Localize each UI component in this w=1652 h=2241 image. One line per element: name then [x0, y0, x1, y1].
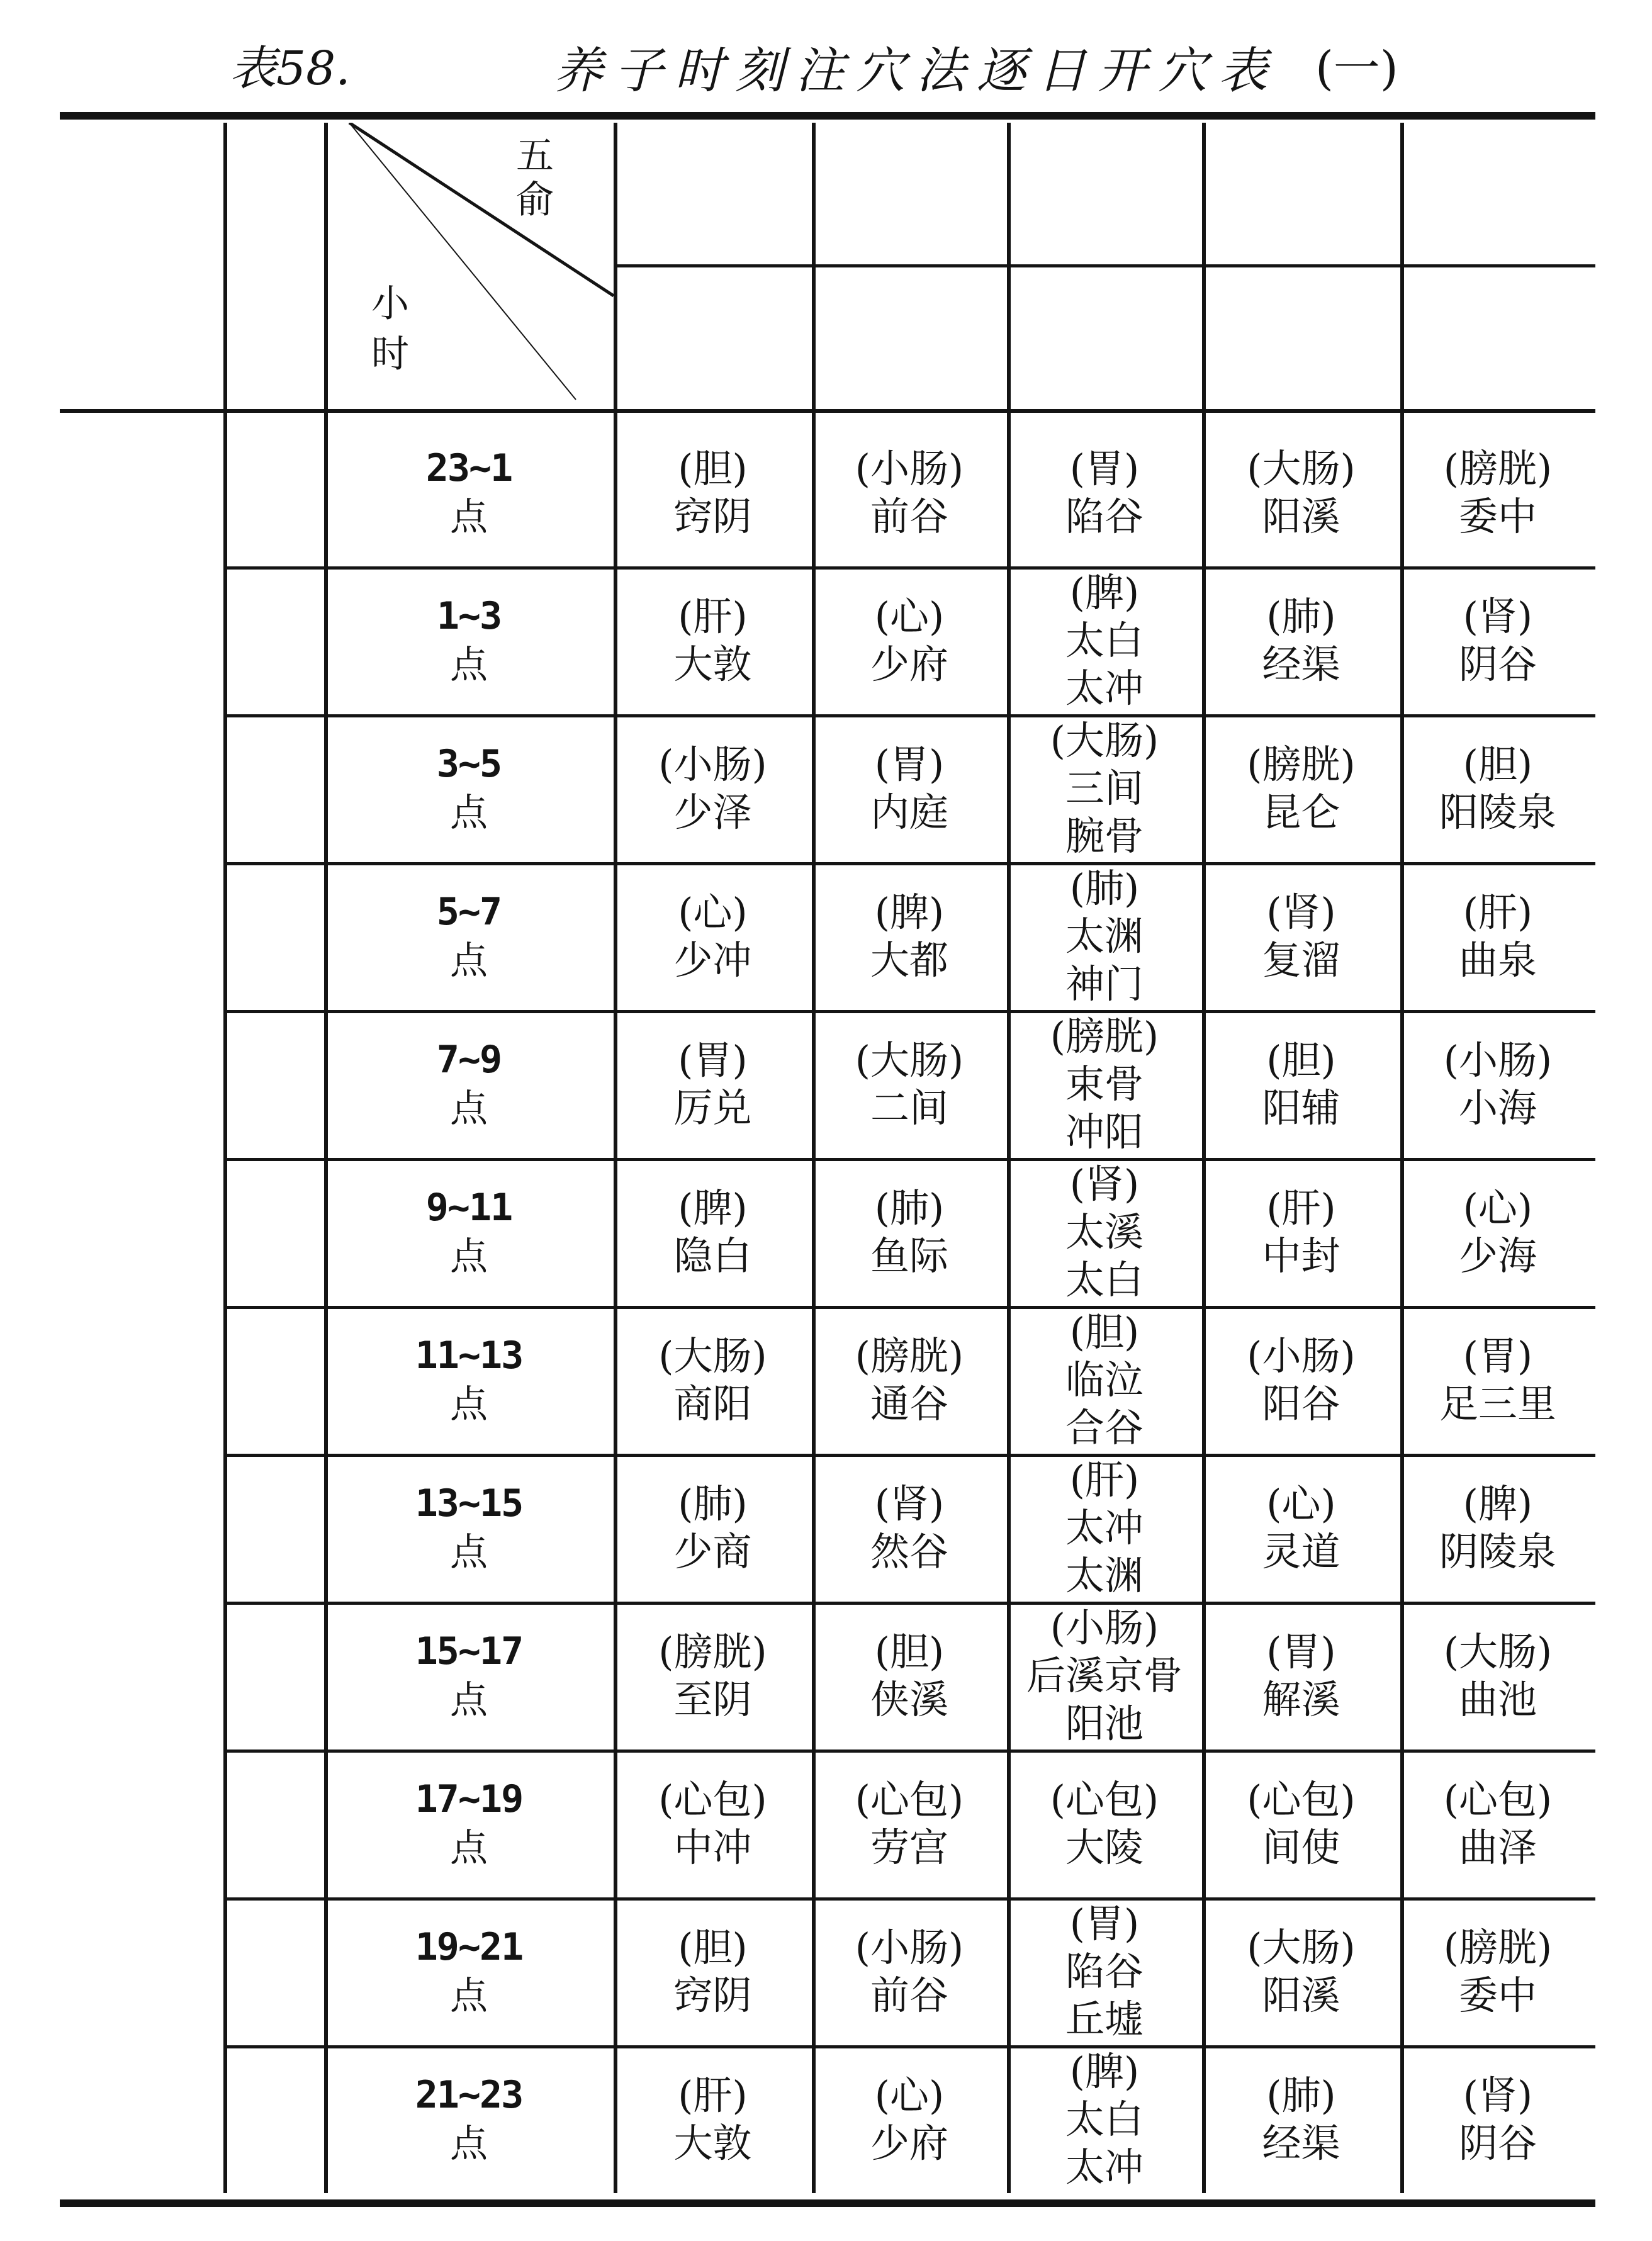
acupoint-cell [1400, 2045, 1595, 2193]
acupoint-cell [614, 418, 812, 566]
acupoint-name: 阴陵泉 [1439, 1528, 1556, 1575]
acupoint-name: 太白 [1065, 1256, 1143, 1303]
hour-unit: 点 [450, 1382, 488, 1427]
acupoint-cell [614, 1454, 812, 1602]
day-header [60, 123, 223, 409]
hour-range: 15~17 [415, 1629, 523, 1673]
meridian-label: (肝) [1069, 1456, 1140, 1503]
hour-range: 11~13 [415, 1333, 523, 1378]
hour-range: 1~3 [436, 593, 502, 638]
minute-range [1400, 264, 1595, 409]
shu-point-header [1400, 123, 1595, 264]
acupoint-name: 太渊 [1065, 1552, 1143, 1598]
acupoint-cell [1202, 566, 1400, 714]
acupoint-cell [1202, 2045, 1400, 2193]
shu-point-header [1202, 123, 1400, 264]
acupoint-name: 劳宫 [870, 1824, 948, 1870]
acupoint-name: 少府 [870, 641, 948, 687]
hour-range: 13~15 [415, 1481, 523, 1525]
meridian-label: (肾) [1069, 1160, 1140, 1207]
meridian-label: (大肠) [1443, 1628, 1553, 1675]
acupoint-name: 灵道 [1262, 1528, 1340, 1575]
acupoint-name: 鱼际 [870, 1232, 948, 1279]
acupoint-cell [1007, 1750, 1202, 1897]
acupoint-name: 阳溪 [1262, 1972, 1340, 2018]
acupoint-cell [812, 1454, 1007, 1602]
meridian-label: (脾) [678, 1184, 748, 1231]
acupoint-cell [812, 1158, 1007, 1306]
hour-range: 5~7 [436, 889, 502, 934]
hour-unit: 点 [450, 1234, 488, 1279]
meridian-label: (脾) [874, 889, 945, 935]
acupoint-name: 阳辅 [1262, 1084, 1340, 1131]
hour-range-cell [324, 2045, 614, 2193]
acupoint-name: 小海 [1458, 1084, 1537, 1131]
meridian-label: (心) [678, 889, 748, 935]
acupoint-cell [1202, 714, 1400, 862]
acupoint-name: 合谷 [1065, 1404, 1143, 1451]
minute-range [812, 264, 1007, 409]
acupoint-cell [614, 2045, 812, 2193]
hour-unit: 点 [450, 643, 488, 687]
meridian-label: (肾) [1266, 889, 1336, 935]
acupoint-name: 曲池 [1458, 1676, 1537, 1722]
acupoint-name: 束骨 [1065, 1060, 1143, 1107]
header-bottom-rule [60, 409, 1595, 413]
acupoint-name: 阳池 [1065, 1700, 1143, 1746]
meridian-label: (膀胱) [658, 1628, 767, 1675]
acupoint-cell [1400, 1010, 1595, 1158]
meridian-label: (小肠) [855, 1924, 964, 1970]
acupoint-name: 少府 [870, 2120, 948, 2166]
meridian-label: (肾) [1463, 593, 1533, 639]
acupoint-name: 临泣 [1065, 1356, 1143, 1403]
meridian-label: (心) [874, 2072, 945, 2118]
hour-range-cell [324, 1010, 614, 1158]
meridian-label: (心包) [1443, 1776, 1553, 1823]
acupoint-cell [1007, 1602, 1202, 1750]
acupoint-name: 委中 [1458, 493, 1537, 539]
acupoint-name: 二间 [870, 1084, 948, 1131]
acupoint-name: 太白 [1065, 617, 1143, 663]
acupoint-cell [614, 862, 812, 1010]
table-title [0, 25, 1652, 99]
meridian-label: (膀胱) [1443, 445, 1553, 491]
acupoint-cell [614, 1158, 812, 1306]
meridian-label: (心) [1463, 1184, 1533, 1231]
shu-point-header [614, 123, 812, 264]
acupoint-name: 腕骨 [1065, 812, 1143, 859]
hour-range-cell [324, 418, 614, 566]
acupoint-cell [1202, 418, 1400, 566]
meridian-label: (胆) [874, 1628, 945, 1675]
meridian-label: (胆) [678, 1924, 748, 1970]
meridian-label: (胆) [1266, 1036, 1336, 1083]
acupoint-name: 窍阴 [673, 493, 752, 539]
hour-range: 7~9 [436, 1037, 502, 1082]
acupoint-name: 至阴 [673, 1676, 752, 1722]
meridian-label: (肾) [874, 1480, 945, 1527]
acupoint-name: 前谷 [870, 493, 948, 539]
meridian-label: (小肠) [658, 741, 767, 787]
diag-label-shu: 俞 [516, 178, 554, 222]
ganzhi-cell [223, 1602, 324, 1750]
meridian-label: (脾) [1463, 1480, 1533, 1527]
meridian-label: (胃) [1266, 1628, 1336, 1675]
meridian-label: (心包) [1247, 1776, 1356, 1823]
acupoint-name: 阴谷 [1458, 2120, 1537, 2166]
meridian-label: (肾) [1463, 2072, 1533, 2118]
meridian-label: (肺) [678, 1480, 748, 1527]
acupoint-cell [614, 1897, 812, 2045]
hour-range-cell [324, 714, 614, 862]
acupoint-name: 隐白 [673, 1232, 752, 1279]
meridian-label: (膀胱) [1443, 1924, 1553, 1970]
acupoint-cell [1202, 862, 1400, 1010]
hour-range-cell [324, 1454, 614, 1602]
meridian-label: (脾) [1069, 2048, 1140, 2094]
acupoint-cell [812, 1897, 1007, 2045]
hour-unit: 点 [450, 1678, 488, 1722]
acupoint-name: 三间 [1065, 765, 1143, 811]
shu-point-header [1007, 123, 1202, 264]
acupoint-name: 复溜 [1262, 936, 1340, 983]
acupoint-name: 冲阳 [1065, 1108, 1143, 1155]
acupoint-cell [1007, 566, 1202, 714]
acupoint-name: 前谷 [870, 1972, 948, 2018]
ganzhi-cell [223, 1750, 324, 1897]
acupoint-cell [812, 862, 1007, 1010]
hour-range: 21~23 [415, 2072, 523, 2117]
acupoint-name: 窍阴 [673, 1972, 752, 2018]
acupoint-name: 少冲 [673, 936, 752, 983]
meridian-label: (胃) [1069, 445, 1140, 491]
meridian-label: (肝) [1463, 889, 1533, 935]
meridian-label: (胃) [678, 1036, 748, 1083]
meridian-label: (肺) [874, 1184, 945, 1231]
acupoint-cell [1007, 1306, 1202, 1454]
acupoint-cell [1400, 862, 1595, 1010]
acupoint-name: 太冲 [1065, 1504, 1143, 1551]
hour-unit: 点 [450, 938, 488, 983]
acupoint-name: 阴谷 [1458, 641, 1537, 687]
meridian-label: (心包) [1050, 1776, 1159, 1823]
acupoint-name: 昆仑 [1262, 789, 1340, 835]
meridian-label: (肺) [1069, 865, 1140, 911]
acupoint-name: 后溪京骨 [1026, 1652, 1183, 1699]
acupoint-name: 太渊 [1065, 913, 1143, 959]
acupoint-name: 大敦 [673, 2120, 752, 2166]
meridian-label: (小肠) [1443, 1036, 1553, 1083]
acupoint-name: 侠溪 [870, 1676, 948, 1722]
meridian-label: (心包) [658, 1776, 767, 1823]
meridian-label: (膀胱) [855, 1332, 964, 1379]
acupoint-cell [1400, 1306, 1595, 1454]
acupoint-name: 经渠 [1262, 2120, 1340, 2166]
acupoint-cell [614, 1750, 812, 1897]
meridian-label: (胆) [1463, 741, 1533, 787]
acupoint-cell [1202, 1306, 1400, 1454]
ganzhi-cell [223, 1158, 324, 1306]
acupoint-cell [1007, 418, 1202, 566]
acupoint-cell [1007, 2045, 1202, 2193]
acupoint-name: 少商 [673, 1528, 752, 1575]
meridian-label: (胆) [678, 445, 748, 491]
ganzhi-cell [223, 862, 324, 1010]
acupoint-name: 太冲 [1065, 665, 1143, 711]
ganzhi-cell [223, 1897, 324, 2045]
hour-unit: 点 [450, 495, 488, 539]
ganzhi-cell [223, 1454, 324, 1602]
acupoint-name: 陷谷 [1065, 1948, 1143, 1994]
meridian-label: (心) [1266, 1480, 1336, 1527]
acupoint-cell [614, 1602, 812, 1750]
acupoint-name: 丘墟 [1065, 1996, 1143, 2042]
acupoint-cell [812, 566, 1007, 714]
acupoint-name: 太冲 [1065, 2143, 1143, 2190]
acupoint-name: 少泽 [673, 789, 752, 835]
acupoint-name: 内庭 [870, 789, 948, 835]
ganzhi-cell [223, 714, 324, 862]
acupoint-cell [1400, 1454, 1595, 1602]
shichen-header [223, 123, 324, 409]
meridian-label: (膀胱) [1247, 741, 1356, 787]
ganzhi-cell [223, 566, 324, 714]
meridian-label: (肺) [1266, 2072, 1336, 2118]
acupoint-name: 中冲 [673, 1824, 752, 1870]
acupoint-cell [1400, 1897, 1595, 2045]
hour-range: 3~5 [436, 741, 502, 786]
acupoint-name: 神门 [1065, 960, 1143, 1007]
diagonal-header-lines [324, 123, 614, 409]
meridian-label: (大肠) [1247, 445, 1356, 491]
acupoint-cell [1007, 1454, 1202, 1602]
acupoint-cell [1007, 714, 1202, 862]
hour-range-cell [324, 1750, 614, 1897]
acupoint-cell [614, 566, 812, 714]
acupoint-name: 太溪 [1065, 1208, 1143, 1255]
meridian-label: (大肠) [1247, 1924, 1356, 1970]
acupoint-cell [1202, 1454, 1400, 1602]
hour-range-cell [324, 566, 614, 714]
acupoint-cell [1007, 1897, 1202, 2045]
acupoint-name: 厉兑 [673, 1084, 752, 1131]
ganzhi-cell [223, 418, 324, 566]
minute-range [1007, 264, 1202, 409]
acupoint-cell [1400, 566, 1595, 714]
meridian-label: (肺) [1266, 593, 1336, 639]
meridian-label: (小肠) [1050, 1604, 1159, 1651]
hour-range: 17~19 [415, 1777, 523, 1821]
meridian-label: (心包) [855, 1776, 964, 1823]
acupoint-cell [1202, 1602, 1400, 1750]
bottom-rule [60, 2199, 1595, 2207]
hour-unit: 点 [450, 1826, 488, 1870]
acupoint-name: 太白 [1065, 2096, 1143, 2142]
acupoint-name: 曲泉 [1458, 936, 1537, 983]
acupoint-cell [1400, 1602, 1595, 1750]
meridian-label: (肝) [678, 2072, 748, 2118]
acupoint-cell [812, 2045, 1007, 2193]
hour-unit: 点 [450, 1974, 488, 2018]
meridian-label: (脾) [1069, 569, 1140, 615]
acupoint-cell [614, 714, 812, 862]
hour-range-cell [324, 1897, 614, 2045]
acupoint-cell [1202, 1897, 1400, 2045]
meridian-label: (胃) [1463, 1332, 1533, 1379]
hour-range: 23~1 [425, 446, 512, 490]
acupoint-cell [614, 1306, 812, 1454]
diag-label-shi: 时 [371, 332, 409, 376]
hour-range-cell [324, 1158, 614, 1306]
acupoint-name: 通谷 [870, 1380, 948, 1427]
acupoint-cell [1400, 418, 1595, 566]
acupoint-name: 间使 [1262, 1824, 1340, 1870]
table-part-label: (一) [1315, 42, 1398, 96]
hour-range: 9~11 [425, 1185, 512, 1230]
acupoint-cell [1202, 1010, 1400, 1158]
acupoint-cell [1202, 1158, 1400, 1306]
acupoint-cell [812, 714, 1007, 862]
hour-range-cell [324, 1306, 614, 1454]
hour-unit: 点 [450, 2121, 488, 2166]
table-number: 表58. [230, 42, 351, 96]
hour-range-cell [324, 862, 614, 1010]
meridian-label: (大肠) [855, 1036, 964, 1083]
ganzhi-cell [223, 1306, 324, 1454]
acupoint-cell [1007, 862, 1202, 1010]
meridian-label: (肝) [678, 593, 748, 639]
meridian-label: (胃) [874, 741, 945, 787]
hour-unit: 点 [450, 790, 488, 835]
acupoint-name: 阳溪 [1262, 493, 1340, 539]
acupoint-name: 少海 [1458, 1232, 1537, 1279]
acupoint-name: 陷谷 [1065, 493, 1143, 539]
hour-unit: 点 [450, 1086, 488, 1131]
meridian-label: (大肠) [1050, 717, 1159, 763]
meridian-label: (膀胱) [1050, 1013, 1159, 1059]
shu-point-header [812, 123, 1007, 264]
acupoint-name: 经渠 [1262, 641, 1340, 687]
meridian-label: (心) [874, 593, 945, 639]
acupoint-cell [1400, 714, 1595, 862]
acupoint-cell [1202, 1750, 1400, 1897]
acupoint-name: 阳陵泉 [1439, 789, 1556, 835]
diag-label-xiao: 小 [371, 282, 409, 326]
acupoint-name: 中封 [1262, 1232, 1340, 1279]
meridian-label: (小肠) [855, 445, 964, 491]
acupoint-name: 然谷 [870, 1528, 948, 1575]
hour-range: 19~21 [415, 1924, 523, 1969]
acupoint-cell [812, 1750, 1007, 1897]
acupoint-name: 曲泽 [1458, 1824, 1537, 1870]
ganzhi-cell [223, 1010, 324, 1158]
table-heading: 养子时刻注穴法逐日开穴表 [554, 43, 1279, 99]
acupoint-name: 大都 [870, 936, 948, 983]
meridian-label: (胆) [1069, 1308, 1140, 1355]
acupoint-cell [1007, 1010, 1202, 1158]
meridian-label: (大肠) [658, 1332, 767, 1379]
diag-label-wu: 五 [516, 134, 554, 178]
meridian-label: (胃) [1069, 1900, 1140, 1946]
acupoint-name: 大敦 [673, 641, 752, 687]
acupoint-name: 商阳 [673, 1380, 752, 1427]
top-rule [60, 112, 1595, 120]
acupoint-name: 委中 [1458, 1972, 1537, 2018]
acupoint-cell [812, 1306, 1007, 1454]
ganzhi-cell [223, 2045, 324, 2193]
acupoint-cell [812, 1010, 1007, 1158]
acupoint-name: 阳谷 [1262, 1380, 1340, 1427]
acupoint-cell [1400, 1158, 1595, 1306]
meridian-label: (小肠) [1247, 1332, 1356, 1379]
acupoint-cell [1400, 1750, 1595, 1897]
hour-range-cell [324, 1602, 614, 1750]
meridian-label: (肝) [1266, 1184, 1336, 1231]
acupoint-cell [614, 1010, 812, 1158]
acupoint-name: 解溪 [1262, 1676, 1340, 1722]
acupoint-name: 大陵 [1065, 1824, 1143, 1870]
hour-unit: 点 [450, 1530, 488, 1575]
minute-range [1202, 264, 1400, 409]
diagonal-line [349, 123, 614, 296]
acupoint-cell [812, 1602, 1007, 1750]
acupoint-cell [812, 418, 1007, 566]
acupoint-name: 足三里 [1439, 1380, 1556, 1427]
minute-range [614, 264, 812, 409]
acupoint-cell [1007, 1158, 1202, 1306]
